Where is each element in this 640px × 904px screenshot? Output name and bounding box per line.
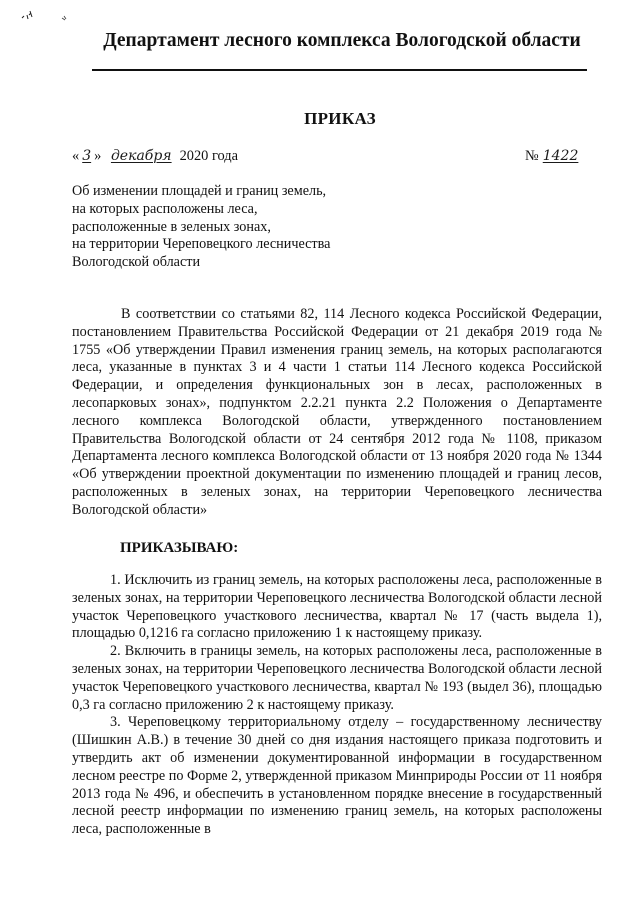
order-number <box>525 148 580 165</box>
subject-line: на территории Череповецкого лесничества <box>72 236 331 253</box>
subject-line: Вологодской области <box>72 254 201 271</box>
scan-marks <box>20 6 80 26</box>
date-close-quote: » <box>94 148 102 164</box>
subject-line: расположенные в зеленых зонах, <box>72 218 271 235</box>
order-date <box>72 148 238 168</box>
order-items <box>72 572 602 839</box>
order-item: 1. Исключить из границ земель, на которых расположены леса, расположенные в зеленых зонах, на территории Череповецкого лесничества Вологодской области лесной участок Череповецкого участкового лесничества, квартал № 17 (часть выдела 1), площадью 0,1216 га согласно приложению 1 к настоящему приказу. <box>72 572 602 642</box>
department-name: Департамент лесного комплекса Вологодской области <box>103 30 581 51</box>
order-subject <box>72 183 330 272</box>
number-label: № <box>525 148 539 164</box>
order-directive: ПРИКАЗЫВАЮ: <box>120 540 239 556</box>
date-year: 2020 года <box>179 148 239 164</box>
date-month-handwritten: декабря <box>110 148 172 164</box>
preamble-paragraph: В соответствии со статьями 82, 114 Лесного кодекса Российской Федерации, постановлением Правительства Российской Федерации от 21 декабря 2019 года № 1755 «Об утверждении Правил изменения границ земель, на которых располагаются леса, указанные в пунктах 3 и 4 части 1 статьи 114 Лесного кодекса Российской Федерации, и определения функциональных зон в лесах, расположенных в лесопарковых зонах», подпунктом 2.2.21 пункта 2.2 Положения о Департаменте лесного комплекса Вологодской области, утвержденного постановлением Правительства Вологодской области от 24 сентября 2012 года № 1108, приказом Департамента лесного комплекса Вологодской области от 13 ноября 2020 года № 1344 «Об утверждении проектной документации по изменению площадей и границ лесов, расположенных в зеленых зонах, на территории Череповецкого лесничества Вологодской области» <box>72 306 602 518</box>
order-item: 2. Включить в границы земель, на которых расположены леса, расположенные в зеленых зонах, на территории Череповецкого лесничества Вологодской области лесной участок Череповецкого участкового лесничества, квартал № 193 (выдел 36), площадью 0,3 га согласно приложению 2 к настоящему приказу. <box>72 643 602 713</box>
order-item: 3. Череповецкому территориальному отделу – государственному лесничеству (Шишкин А.В.) в течение 30 дней со дня издания настоящего приказа подготовить и утвердить акт об изменении документированной информации в государственном лесном реестре по Форме 2, утвержденной приказом Минприроды России от 11 ноября 2013 года № 496, и обеспечить в установленном порядке внесение в государственный лесной реестр информации по изменению границ земель, на которых расположены леса, расположенные в <box>72 714 602 838</box>
date-open-quote: « <box>72 148 80 164</box>
subject-line: на которых расположены леса, <box>72 200 258 217</box>
subject-line: Об изменении площадей и границ земель, <box>72 183 327 199</box>
date-day-handwritten: 3 <box>82 148 92 164</box>
number-value-handwritten: 1422 <box>542 148 579 164</box>
header-divider <box>92 69 587 71</box>
document-title: ПРИКАЗ <box>304 109 376 128</box>
